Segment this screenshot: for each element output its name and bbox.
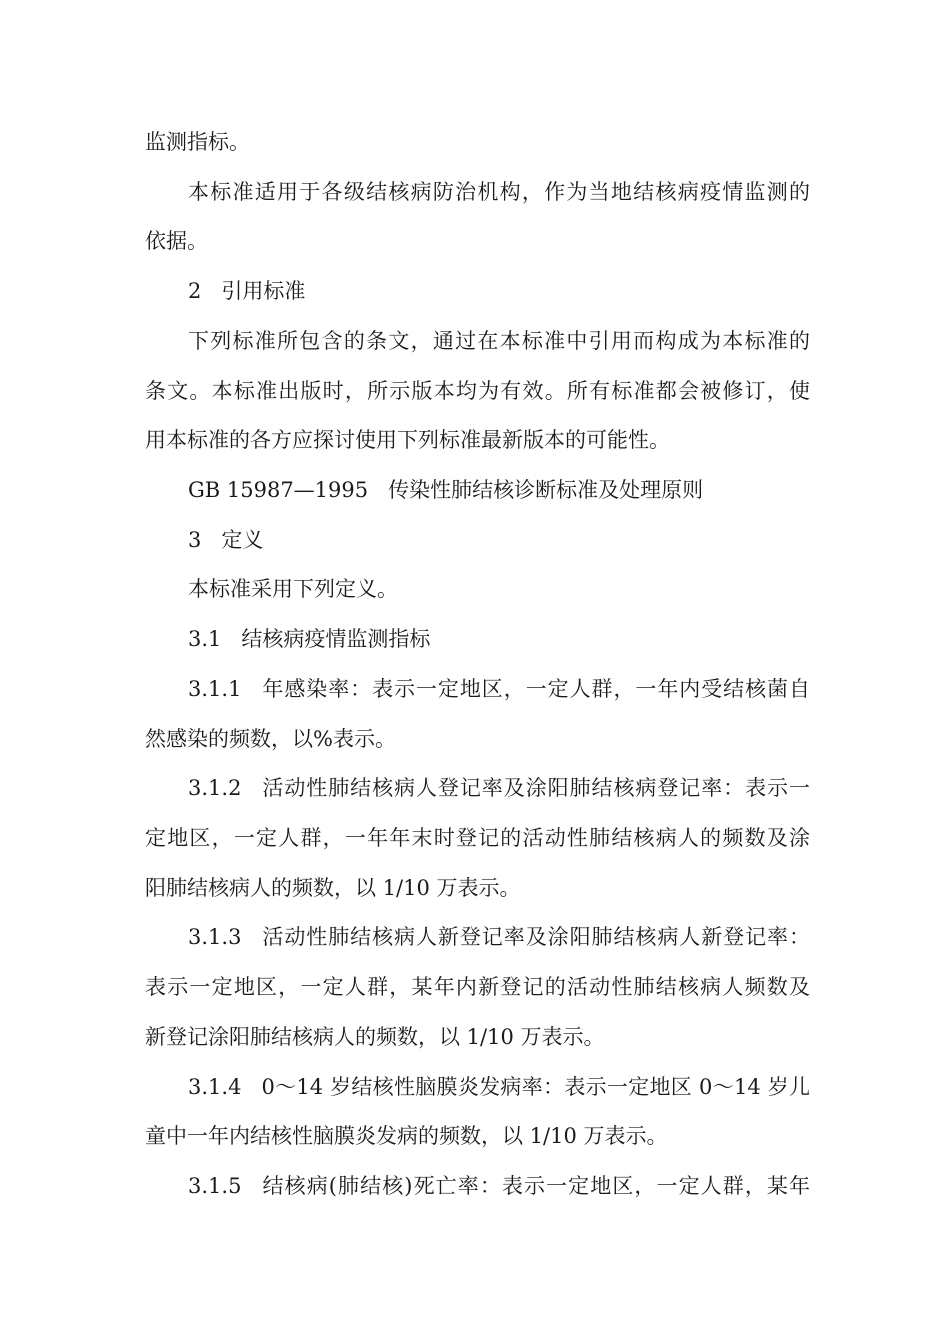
reference-code: GB 15987—1995 xyxy=(188,478,369,502)
section-title: 定义 xyxy=(221,528,264,552)
clause-3-1-5-line xyxy=(188,1171,810,1201)
paragraph-line: 条文。本标准出版时，所示版本均为有效。所有标准都会被修订，使 xyxy=(145,379,810,403)
clause-number: 3.1.5 xyxy=(188,1174,242,1198)
section-number: 3 xyxy=(188,528,202,552)
paragraph-line: 监测指标。 xyxy=(145,130,250,154)
reference-standard xyxy=(188,475,810,505)
paragraph-line: 定地区，一定人群，一年年末时登记的活动性肺结核病人的频数及涂 xyxy=(145,826,810,850)
reference-title: 传染性肺结核诊断标准及处理原则 xyxy=(388,478,704,502)
clause-text: 年感染率：表示一定地区，一定人群，一年内受结核菌自 xyxy=(261,677,810,701)
clause-number: 3.1.2 xyxy=(188,776,242,800)
clause-text: 0～14 岁结核性脑膜炎发病率：表示一定地区 0～14 岁儿 xyxy=(261,1075,810,1099)
clause-3-1-2-line xyxy=(188,773,810,803)
section-title: 结核病疫情监测指标 xyxy=(241,627,431,651)
paragraph-line: 新登记涂阳肺结核病人的频数，以 1/10 万表示。 xyxy=(145,1025,605,1049)
section-heading-3 xyxy=(188,525,810,555)
clause-text: 活动性肺结核病人登记率及涂阳肺结核病登记率：表示一 xyxy=(261,776,810,800)
section-number: 3.1 xyxy=(188,627,222,651)
clause-3-1-1-line xyxy=(188,674,810,704)
clause-number: 3.1.1 xyxy=(188,677,242,701)
paragraph-line: 本标准适用于各级结核病防治机构，作为当地结核病疫情监测的 xyxy=(188,180,810,204)
clause-3-1-4-line xyxy=(188,1072,810,1102)
paragraph-line: 本标准采用下列定义。 xyxy=(188,577,398,601)
paragraph-line: 下列标准所包含的条文，通过在本标准中引用而构成为本标准的 xyxy=(188,329,810,353)
clause-3-1-3-line xyxy=(188,922,810,952)
section-title: 引用标准 xyxy=(221,279,306,303)
clause-number: 3.1.4 xyxy=(188,1075,242,1099)
paragraph-line: 阳肺结核病人的频数，以 1/10 万表示。 xyxy=(145,876,521,900)
section-heading-3-1 xyxy=(188,624,810,654)
paragraph-line: 然感染的频数，以%表示。 xyxy=(145,727,396,751)
clause-text: 活动性肺结核病人新登记率及涂阳肺结核病人新登记率： xyxy=(261,925,810,949)
section-number: 2 xyxy=(188,279,202,303)
paragraph-line: 依据。 xyxy=(145,229,208,253)
paragraph-line: 童中一年内结核性脑膜炎发病的频数，以 1/10 万表示。 xyxy=(145,1124,668,1148)
clause-number: 3.1.3 xyxy=(188,925,242,949)
section-heading-2 xyxy=(188,276,810,306)
clause-text: 结核病(肺结核)死亡率：表示一定地区，一定人群，某年 xyxy=(261,1174,810,1198)
paragraph-line: 表示一定地区，一定人群，某年内新登记的活动性肺结核病人频数及 xyxy=(145,975,810,999)
paragraph-line: 用本标准的各方应探讨使用下列标准最新版本的可能性。 xyxy=(145,428,670,452)
